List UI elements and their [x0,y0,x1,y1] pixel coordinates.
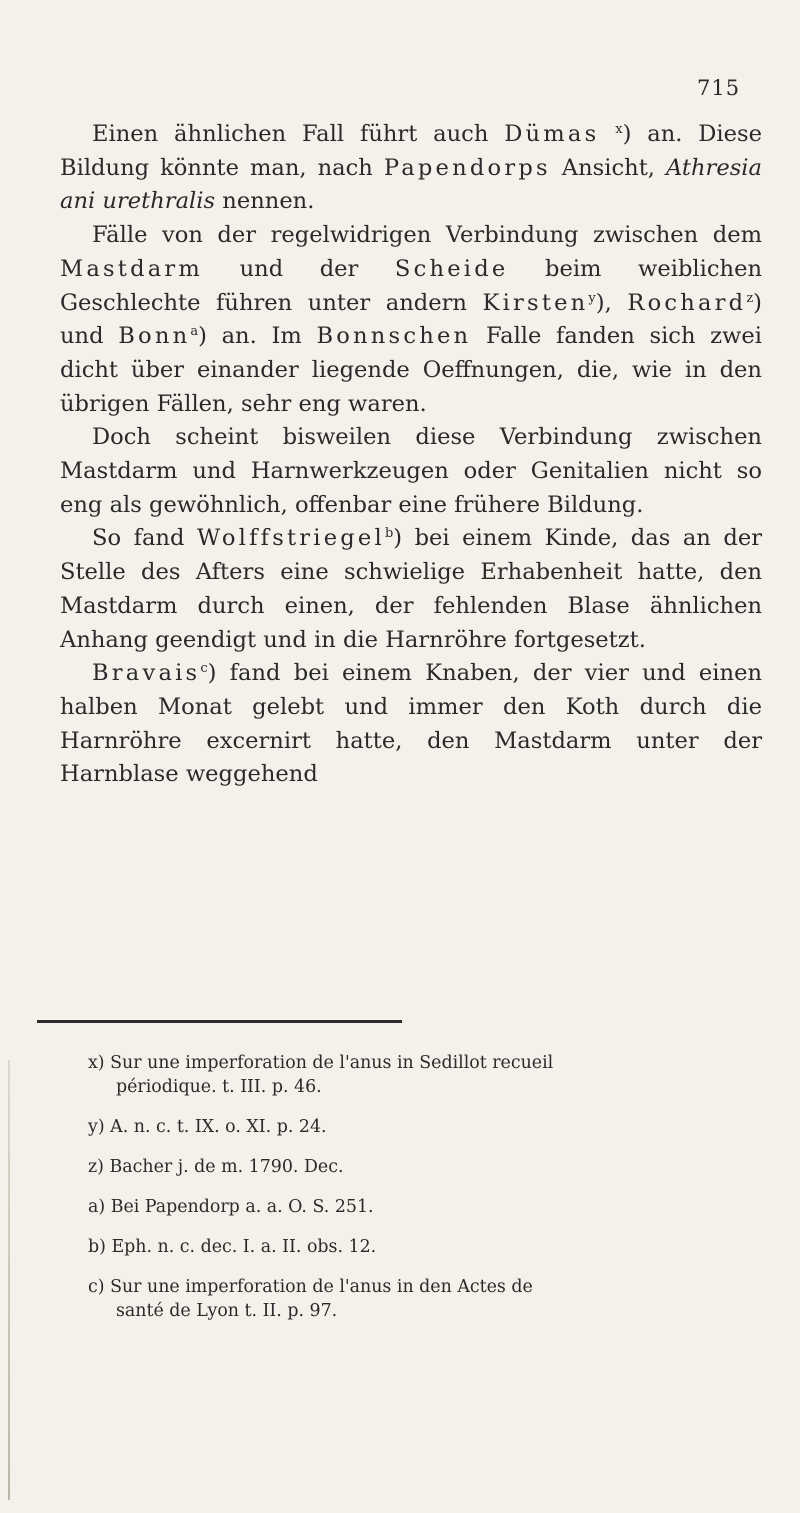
text: So fand [92,525,197,552]
latin-term: Athresia ani urethralis [60,154,762,215]
footnote [88,1051,758,1099]
footnotes [88,1051,758,1339]
footnote-text: Sur une imperforation de l'anus in den Actes de [110,1277,533,1297]
page-number: 715 [697,76,741,100]
footnote [88,1155,758,1179]
text: nennen. [215,188,315,215]
paragraph-1 [60,118,762,219]
text: Einen ähnlichen Fall führt auch [92,121,505,147]
text: Doch scheint bisweilen diese Verbindung zwischen Mastdarm und Harnwerkzeugen oder Genitalien nicht so eng als gewöhnlich, offenbar eine frühere Bildung. [60,424,762,518]
text: ) an. Im [198,323,317,350]
footnote [88,1235,758,1259]
footnote-mark: b) [88,1237,106,1257]
text: Ansicht, [550,154,666,181]
footnote-text: Eph. n. c. dec. I. a. II. obs. 12. [111,1237,377,1257]
footnote-divider [37,1020,402,1023]
anatomical-term: Mastdarm [60,255,204,282]
footnote-mark: x) [88,1053,105,1073]
text: und der [203,255,395,282]
author-name: Kirsten [482,289,589,316]
footnote-text-cont: périodique. t. III. p. 46. [116,1077,322,1097]
anatomical-term: Scheide [394,255,509,282]
paragraph-5 [60,657,762,792]
author-name: Papendorps [383,154,551,181]
text: ) fand bei einem Knaben, der vier und einen halben Monat gelebt und immer den Koth durch die Harnröhre excernirt hatte, den Mastdarm unter der Harnblase weggehend [60,660,762,788]
footnote-mark: y) [88,1117,105,1137]
text: ) an. Diese Bildung könnte man, nach [60,121,762,181]
footnote-text-cont: santé de Lyon t. II. p. 97. [116,1301,338,1321]
footnote-mark: c) [88,1277,105,1297]
paragraph-3 [60,421,762,522]
author-name: Bonnschen [316,323,472,350]
footnote-ref: a [190,324,199,340]
text: ) bei einem Kinde, das an der Stelle des Afters eine schwielige Erhabenheit hatte, den Mastdarm durch einen, der fehlenden Blase ähnlichen Anhang geendigt und in die Harnröhre fortgesetzt. [60,525,762,653]
footnote-text: Bacher j. de m. 1790. Dec. [109,1157,344,1177]
text: ) und [60,289,762,350]
text: beim weiblichen Geschlechte führen unter andern [60,255,763,316]
body-text [60,118,762,792]
footnote-ref: z [746,290,754,306]
author-name: Bravais [92,660,201,687]
footnote-mark: a) [88,1197,106,1217]
paragraph-4 [60,522,762,657]
author-name: Wolffstriegel [196,525,385,552]
author-name: Dümas [504,121,600,147]
footnote-text: Sur une imperforation de l'anus in Sedillot recueil [110,1053,554,1073]
text: Fälle von der regelwidrigen Verbindung zwischen dem [92,222,762,249]
footnote-ref: y [588,290,596,306]
footnote-text: A. n. c. t. IX. o. XI. p. 24. [110,1117,327,1137]
footnote [88,1115,758,1139]
footnote-ref: b [384,526,394,542]
footnote [88,1275,758,1323]
footnote-mark: z) [88,1157,104,1177]
text: Falle fanden sich zwei dicht über einander liegende Oeffnungen, die, wie in den übrigen Fällen, sehr eng waren. [60,323,762,417]
author-name: Rochard [627,289,747,316]
author-name: Bonn [118,323,191,350]
text: ), [595,289,628,316]
footnote-ref: x [615,122,623,137]
page-edge-shadow [8,1060,10,1500]
footnote-ref: c [200,661,208,677]
paragraph-2 [60,219,762,421]
footnote-text: Bei Papendorp a. a. O. S. 251. [110,1197,374,1217]
footnote [88,1195,758,1219]
